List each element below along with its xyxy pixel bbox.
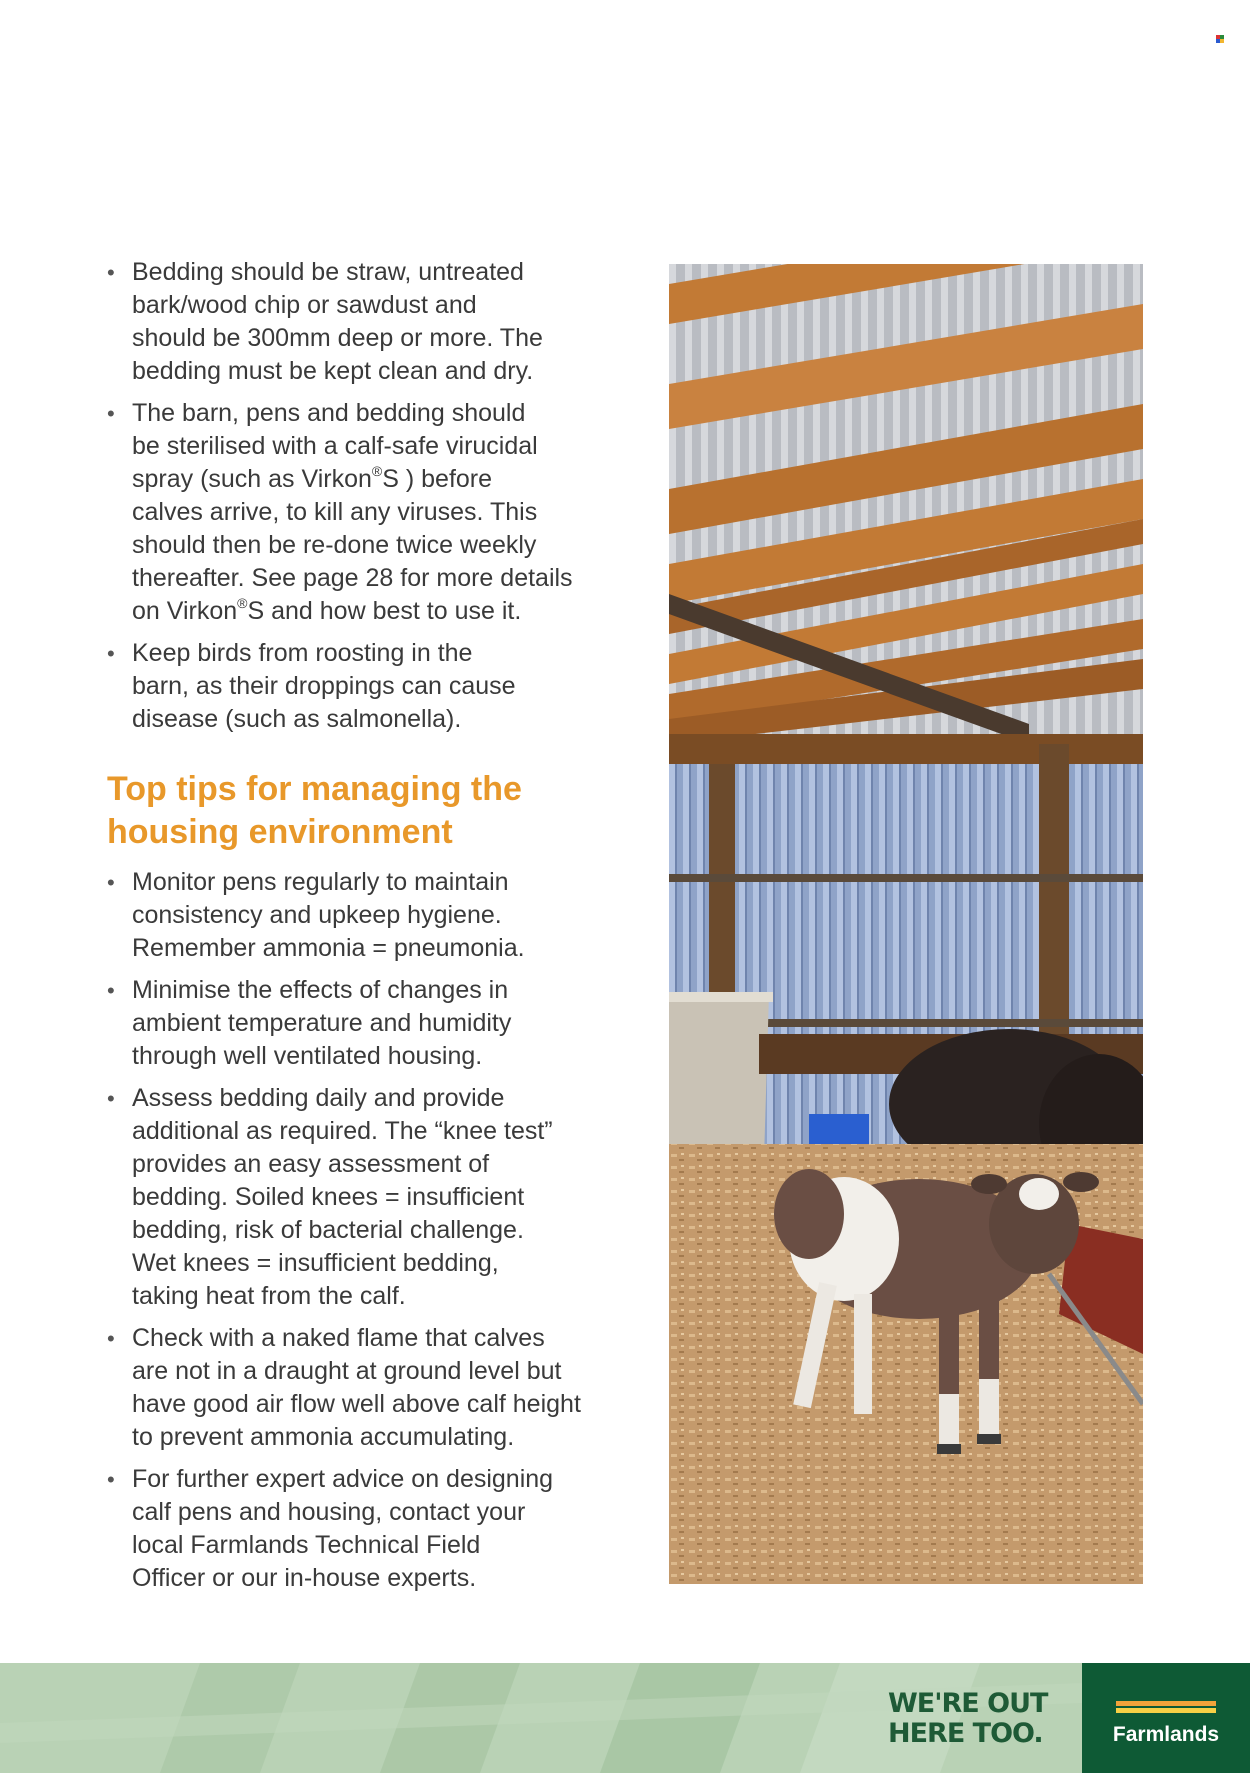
logo-stripe-orange bbox=[1116, 1701, 1216, 1706]
list-item-text: Check with a naked flame that calves are not in a draught at ground level but have good air flow well above calf height to prevent ammonia accumulating. bbox=[132, 1324, 581, 1451]
list-item-text: Monitor pens regularly to maintain consistency and upkeep hygiene. Remember ammonia = pneumonia. bbox=[132, 868, 525, 962]
bullet-icon: • bbox=[107, 260, 115, 285]
registered-mark: ® bbox=[371, 462, 383, 479]
list-item-text: S and how best to use it. bbox=[247, 597, 522, 625]
list-item bbox=[105, 974, 605, 1073]
bedding-bullet-list bbox=[105, 256, 605, 736]
bullet-icon: • bbox=[107, 870, 115, 895]
list-item bbox=[105, 397, 605, 628]
tips-bullet-list bbox=[105, 866, 605, 1595]
registered-mark: ® bbox=[237, 594, 248, 611]
list-item bbox=[105, 866, 605, 965]
calf-barn-photo bbox=[669, 264, 1143, 1584]
bullet-icon: • bbox=[107, 1086, 115, 1111]
list-item bbox=[105, 256, 605, 388]
list-item-text: For further expert advice on designing calf pens and housing, contact your local Farmlands Technical Field Officer or our in-house experts. bbox=[132, 1465, 554, 1592]
list-item-text: S ) before calves arrive, to kill any viruses. This should then be re-done twice weekly thereafter. See page 28 for more details on Virkon bbox=[132, 465, 573, 625]
list-item-text: Minimise the effects of changes in ambient temperature and humidity through well ventilated housing. bbox=[132, 976, 512, 1070]
list-item bbox=[105, 1082, 605, 1313]
list-item-text: Keep birds from roosting in the barn, as their droppings can cause disease (such as salmonella). bbox=[132, 639, 516, 733]
brand-name: Farmlands bbox=[1112, 1723, 1220, 1746]
section-heading: Top tips for managing the housing environment bbox=[107, 770, 522, 851]
bullet-icon: • bbox=[107, 1326, 115, 1351]
farmlands-logo[interactable] bbox=[1082, 1663, 1250, 1773]
corner-color-mark bbox=[1216, 35, 1225, 44]
bullet-icon: • bbox=[107, 1467, 115, 1492]
bullet-icon: • bbox=[107, 401, 115, 426]
list-item bbox=[105, 1463, 605, 1595]
logo-stripe-yellow bbox=[1116, 1708, 1216, 1713]
text-column bbox=[105, 256, 605, 1604]
list-item-text: Bedding should be straw, untreated bark/wood chip or sawdust and should be 300mm deep or more. The bedding must be kept clean and dry. bbox=[132, 258, 543, 385]
bullet-icon: • bbox=[107, 641, 115, 666]
list-item-text: Assess bedding daily and provide additional as required. The “knee test” provides an easy assessment of bedding. Soiled knees = insufficient bedding, risk of bacterial challenge. Wet knees = insufficient bedding, taking heat from the calf. bbox=[132, 1084, 553, 1310]
list-item bbox=[105, 1322, 605, 1454]
bullet-icon: • bbox=[107, 978, 115, 1003]
footer-banner bbox=[0, 1663, 1250, 1773]
list-item-text: The barn, pens and bedding should be sterilised with a calf-safe virucidal spray (such as Virkon bbox=[132, 399, 538, 493]
calf-in-barn-illustration bbox=[669, 264, 1143, 1584]
footer-tagline: WE'RE OUT HERE TOO. bbox=[888, 1688, 1048, 1749]
list-item bbox=[105, 637, 605, 736]
